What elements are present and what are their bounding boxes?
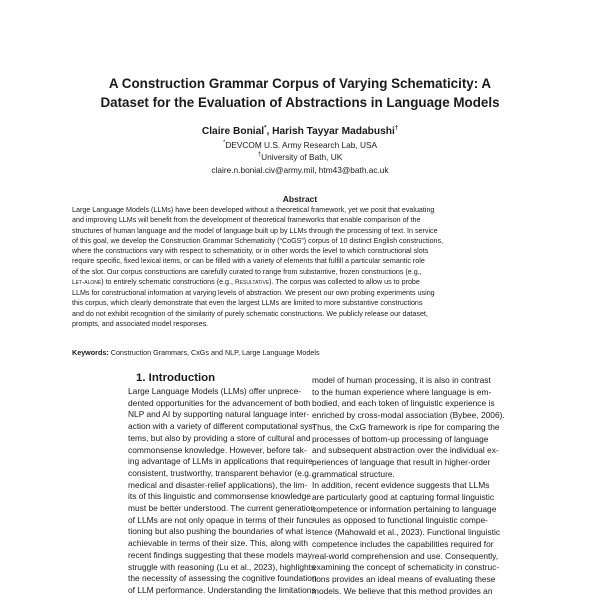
- body-line: ing advantage of LLMs in applications that require: [128, 456, 313, 467]
- body-line: rules as opposed to functional linguistic compe-: [312, 515, 488, 526]
- body-line: bodied, and each token of linguistic experience is: [312, 398, 495, 409]
- body-line: real-world comprehension and use. Consequently,: [312, 550, 499, 561]
- body-line: and subsequent abstraction over the individual ex-: [312, 445, 499, 456]
- abstract-line: [72, 277, 534, 288]
- body-line: of LLM performance. Understanding the limitations: [128, 584, 316, 595]
- construction-name: Resultative: [234, 278, 270, 286]
- abstract-text: ). The corpus was collected to allow us to probe: [269, 277, 420, 286]
- affiliation-mark: †: [394, 125, 399, 132]
- author-emails: claire.n.bonial.civ@army.mil, htm43@bath.ac.uk: [211, 165, 389, 175]
- author-name: Harish Tayyar Madabushi: [272, 126, 395, 137]
- body-line: achievable in terms of their size. This, along with: [128, 538, 308, 549]
- section-heading: 1. Introduction: [136, 372, 216, 384]
- abstract-heading: Abstract: [282, 194, 318, 204]
- author-name: Claire Bonial: [201, 126, 265, 137]
- body-line: Large Language Models (LLMs) offer unprece-: [128, 386, 302, 396]
- title-line-2: Dataset for the Evaluation of Abstractions in Language Models: [100, 95, 500, 110]
- affiliation: [60, 151, 540, 163]
- body-line: tems, but also by providing a store of cultural and: [128, 432, 311, 443]
- body-line: periences of language that result in higher-order: [312, 456, 491, 467]
- affiliation-mark: *: [264, 125, 267, 132]
- abstract-line: of the slot. Our corpus constructions are carefully curated to range from substantive, frozen constructions (e.g.,: [72, 267, 422, 276]
- keywords-text: Construction Grammars, CxGs and NLP, Large Language Models: [108, 348, 320, 357]
- abstract-line: structures of human language and the model of language built up by LLMs through the processing of text. In service: [72, 226, 438, 235]
- body-line: models. We believe that this method provides an: [312, 585, 493, 596]
- body-line: recent findings suggesting that these models may: [128, 549, 312, 560]
- abstract-line: prompts, and associated model responses.: [72, 319, 209, 328]
- body-line: must be better understood. The current generation: [128, 503, 316, 514]
- body-line: its of this linguistic and commonsense knowledge: [128, 491, 311, 502]
- abstract-line: this corpus, which clearly demonstrate that even the largest LLMs are limited to more substantive constructions: [72, 299, 423, 308]
- body-line: to the human experience where language is em-: [312, 386, 492, 397]
- keywords: [72, 348, 534, 358]
- keywords-label: Keywords:: [72, 348, 109, 357]
- body-line: consistent, trustworthy, transparent behavior (e.g.,: [128, 467, 314, 478]
- left-column: [128, 386, 336, 597]
- body-line: NLP and AI by supporting natural language inter-: [128, 409, 309, 420]
- abstract-line: of this goal, we develop the Construction Grammar Schematicity (“CoGS”) corpus of 10 distinct English constructions,: [72, 236, 444, 245]
- body-line: competence or information pertaining to language: [312, 503, 497, 514]
- affiliation-mark: †: [257, 152, 262, 159]
- abstract-line: Large Language Models (LLMs) have been developed without a theoretical framework, yet we posit that evaluating: [72, 206, 435, 214]
- body-line: tions provides an ideal means of evaluating these: [312, 573, 496, 584]
- abstract-line: LLMs for constructional information at varying levels of abstraction. We present our own probing experiments using: [72, 289, 435, 297]
- affiliation-text: University of Bath, UK: [261, 152, 343, 162]
- author-list: [60, 125, 540, 138]
- abstract-line: where the constructions vary with respect to schematicity, or in other words the level to which constructional slots: [72, 247, 429, 255]
- body-line: model of human processing, it is also in contrast: [312, 375, 491, 385]
- body-line: grammatical structure.: [312, 468, 395, 479]
- affiliation-text: DEVCOM U.S. Army Research Lab, USA: [225, 140, 378, 150]
- author-separator: ,: [266, 126, 273, 137]
- body-line: struggle with reasoning (Lu et al., 2023), highlights: [128, 561, 316, 572]
- body-line: Thus, the CxG framework is ripe for comparing the: [312, 421, 500, 432]
- title-line-1: A Construction Grammar Corpus of Varying Schematicity: A: [108, 76, 492, 91]
- body-line: dented opportunities for the advancement of both: [128, 397, 311, 408]
- abstract-text: ) to entirely schematic constructions (e.g.,: [101, 277, 235, 286]
- abstract-line: and improving LLMs will benefit from the development of theoretical frameworks that enable comparison of the: [72, 216, 421, 225]
- abstract-body: [72, 205, 534, 329]
- body-line: In addition, recent evidence suggests that LLMs: [312, 480, 490, 491]
- body-line: medical and disaster-relief applications), the lim-: [128, 479, 308, 490]
- abstract-line: and do not exhibit recognition of the similarity of purely schematic constructions. We publicly release our dataset,: [72, 309, 428, 318]
- body-line: commonsense knowledge. However, before tak-: [128, 444, 307, 455]
- body-line: enriched by cross-modal association (Bybee, 2006).: [312, 410, 505, 421]
- right-column: [312, 375, 520, 597]
- body-line: examining the concept of schematicity in construc-: [312, 562, 500, 573]
- body-line: are particularly good at capturing formal linguistic: [312, 492, 495, 503]
- body-line: competence includes the capabilities required for: [312, 538, 494, 549]
- paper-title: [40, 74, 560, 112]
- body-line: of LLMs are not only opaque in terms of their func-: [128, 514, 316, 525]
- body-line: tence (Mahowald et al., 2023). Functional linguistic: [312, 527, 501, 538]
- body-line: the necessity of assessing the cognitive foundation: [128, 573, 317, 584]
- body-line: tioning but also pushing the boundaries of what is: [128, 526, 312, 537]
- affiliation-mark: *: [222, 140, 226, 147]
- construction-name: Let-alone: [72, 278, 102, 286]
- body-line: action with a variety of different computational sys-: [128, 421, 316, 432]
- abstract-line: require specific, fixed lexical items, or can be filled with a variety of elements that fulfill a particular semantic role: [72, 257, 425, 266]
- body-line: processes of bottom-up processing of language: [312, 433, 489, 444]
- affiliation: [60, 139, 540, 151]
